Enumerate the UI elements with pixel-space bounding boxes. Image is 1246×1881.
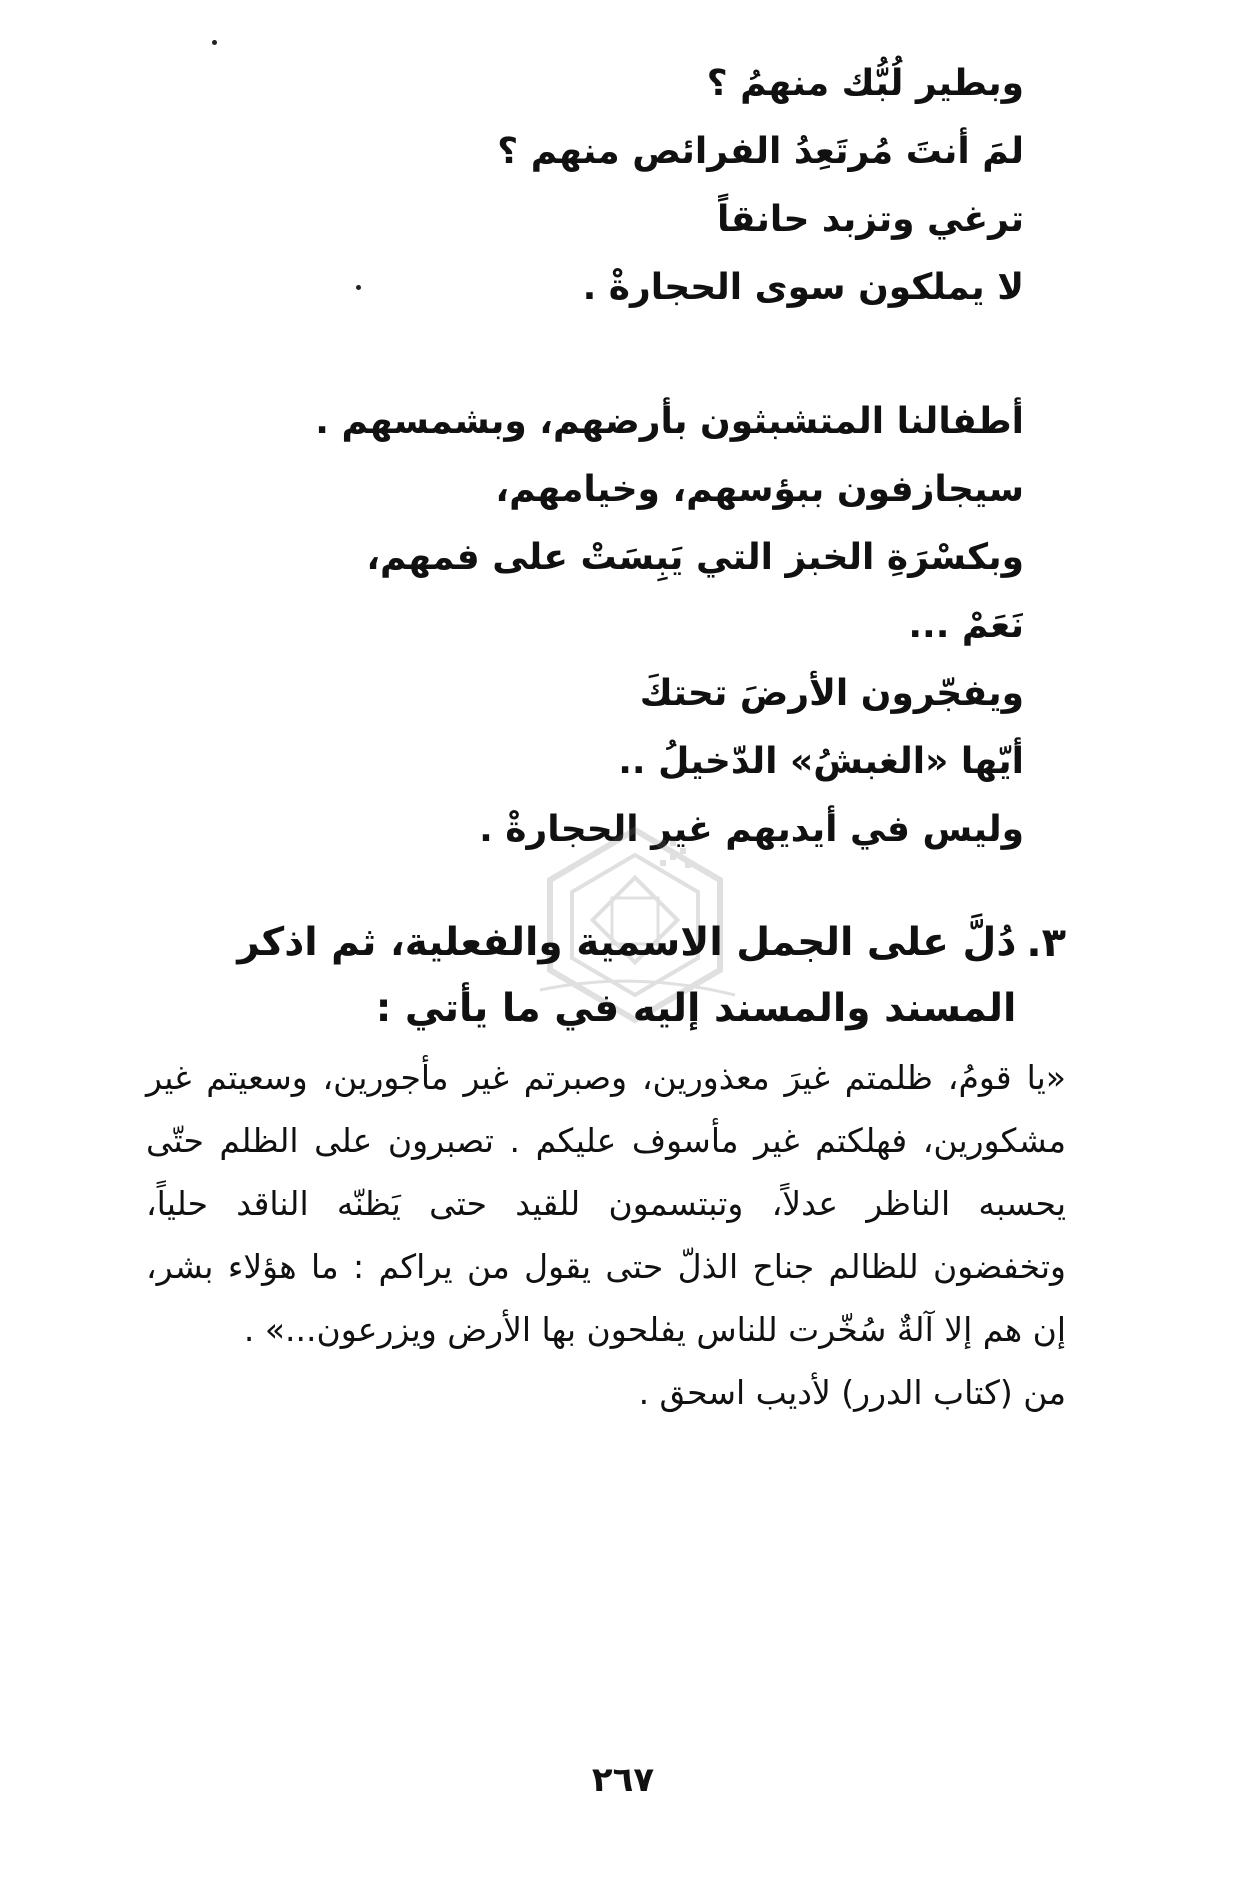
poem-verse: أطفالنا المتشبثون بأرضهم، وبشمسهم . [315,401,1024,442]
exercise-heading [146,910,1066,1042]
poem-verse: ترغي وتزبد حانقاً [716,199,1024,240]
poem-stanza-1 [264,50,1024,322]
exercise-3 [146,910,1066,1423]
poem-verse: أيّها «الغبشُ» الدّخيلُ .. [618,741,1024,782]
exercise-number: ٣. [1026,920,1066,966]
page-number: ٢٦٧ [591,1760,655,1800]
quote-source: من (كتاب الدرر) لأديب اسحق . [638,1373,1066,1412]
poem-verse: لمَ أنتَ مُرتَعِدُ الفرائص منهم ؟ [497,131,1024,172]
scan-speck [212,40,217,45]
poem-verse: وبكسْرَةِ الخبز التي يَبِسَتْ على فمهم، [366,537,1024,578]
poem-verse: سيجازفون ببؤسهم، وخيامهم، [495,469,1024,510]
exercise-instruction: دُلَّ على الجمل الاسمية والفعلية، ثم اذكر المسند والمسند إليه في ما يأتي : [237,920,1017,1031]
poem-verse: نَعَمْ ... [908,605,1024,646]
poem-verse: لا يملكون سوى الحجارةْ . [582,267,1024,308]
poem-verse: وبطير لُبُّك منهمُ ؟ [706,63,1024,104]
poem-verse: ويفجّرون الأرضَ تحتكَ [639,673,1024,714]
poem-verse: وليس في أيديهم غير الحجارةْ . [479,809,1024,850]
poem-stanza-2 [264,388,1024,864]
exercise-quote: «يا قومُ، ظلمتم غيرَ معذورين، وصبرتم غير مأجورين، وسعيتم غير مشكورين، فهلكتم غير مأسوف عليكم . تصبرون على الظلم حتّى يحسبه الناظر عدلاً، وتبتسمون للقيد حتى يَظنّه الناقد حلياً، وتخفضون للظالم جناح الذلّ حتى يقول من يراكم : ما هؤلاء بشر، إن هم إلا آلةٌ سُخّرت للناس يفلحون بها الأرض ويزرعون...» . [146,1058,1066,1349]
